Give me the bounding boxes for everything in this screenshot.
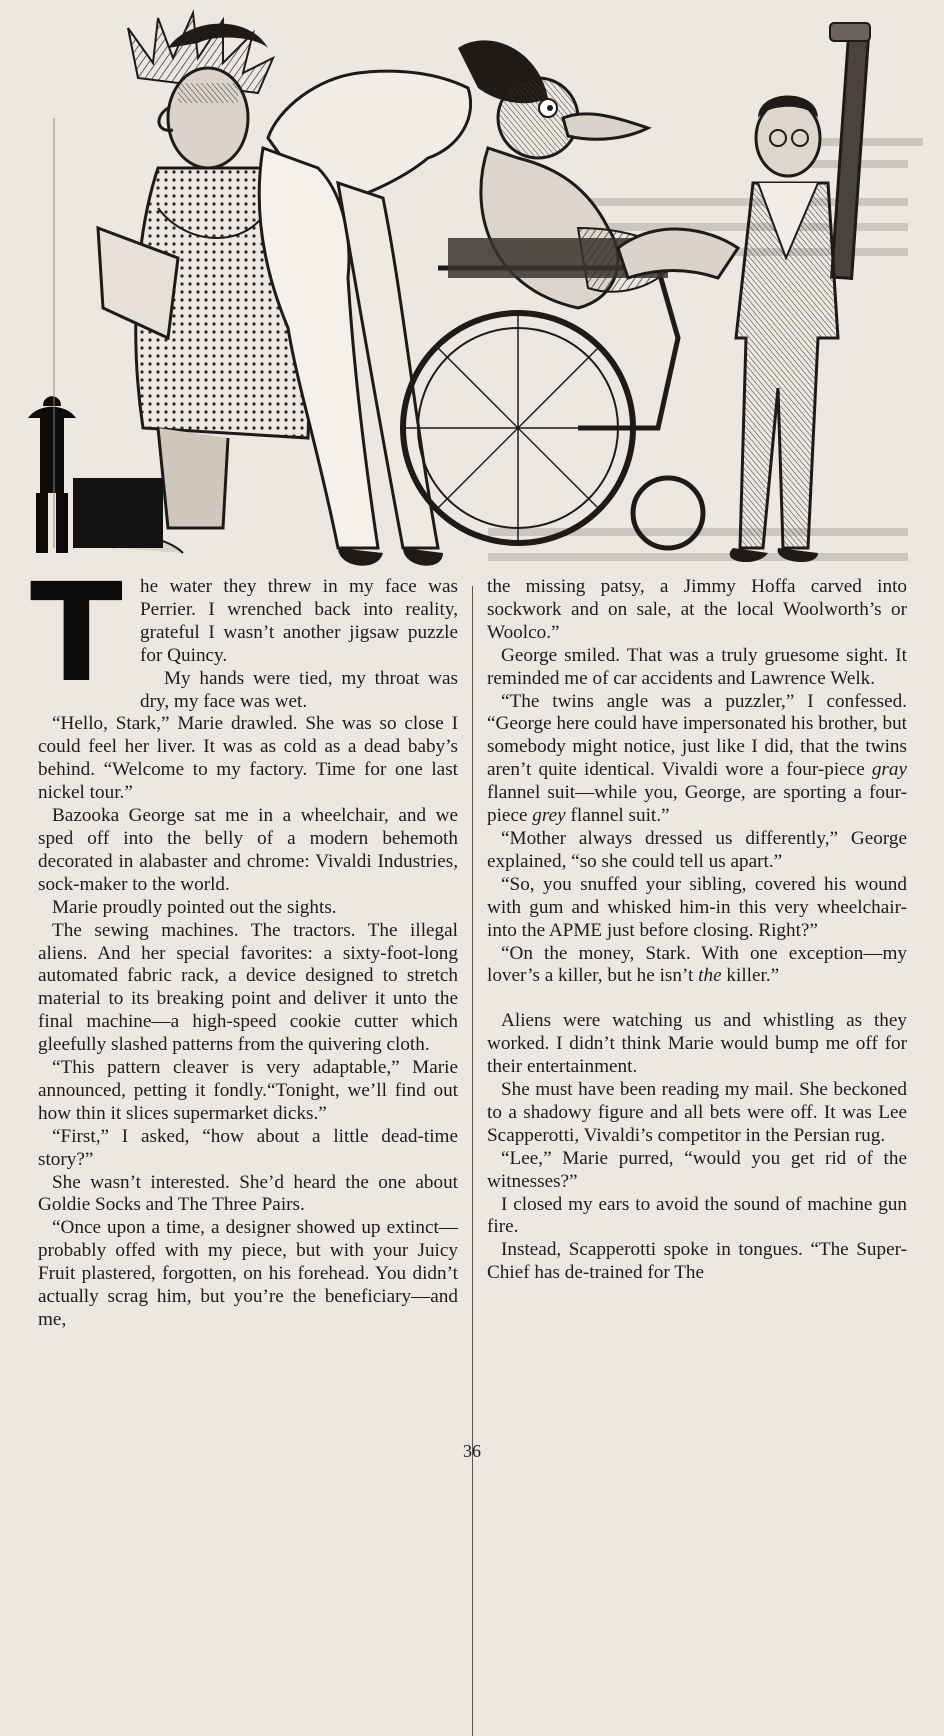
column-divider: [472, 586, 473, 1736]
paragraph: “This pattern cleaver is very adaptable,” Marie announced, petting it fondly.“Tonight, we’ll find out how thin it slices supermarket dicks.”: [38, 1057, 458, 1124]
paragraph: George smiled. That was a truly gruesome sight. It reminded me of car accidents and Lawrence Welk.: [487, 644, 907, 689]
paragraph: Marie proudly pointed out the sights.: [52, 896, 337, 918]
article-left-column: [30, 555, 458, 1332]
text-run: flannel suit—while you, George, are sporting a four-piece: [487, 782, 907, 827]
emphasis: grey: [532, 805, 566, 827]
paragraph: Bazooka George sat me in a wheelchair, and we sped off into the belly of a modern behemoth decorated in alabaster and chrome: Vivaldi Industries, sock-maker to the world.: [38, 805, 458, 895]
paragraph: “First,” I asked, “how about a little dead-time story?”: [38, 1125, 458, 1170]
text-run: flannel suit.”: [565, 805, 670, 827]
paragraph: The sewing machines. The tractors. The illegal aliens. And her special favorites: a sixty-foot-long automated fabric rack, a device designed to stretch material to its breaking point and deliver it unto the final machine—a high-speed cookie cutter which gleefully slashed patterns from the quivering cloth.: [38, 919, 458, 1056]
wheelchair-icon: [403, 229, 738, 548]
paragraph: “Hello, Stark,” Marie drawled. She was so close I could feel her liver. It was as cold as a dead baby’s behind. “Welcome to my factory. Time for one last nickel tour.”: [38, 713, 458, 804]
paragraph: I closed my ears to avoid the sound of machine gun fire.: [487, 1193, 907, 1238]
paragraph: the missing patsy, a Jimmy Hoffa carved into sockwork and on sale, at the local Woolworth’s or Woolco.”: [487, 576, 907, 643]
text-run: “The twins angle was a puzzler,” I confessed. “George here could have impersonated his brother, but somebody might notice, just like I did, that the twins aren’t quite identical. Vivaldi wore a four-piece: [487, 690, 907, 781]
paragraph: “Lee,” Marie purred, “would you get rid of the witnesses?”: [487, 1147, 907, 1192]
paragraph: She wasn’t interested. She’d heard the one about Goldie Socks and The Three Pairs.: [38, 1171, 458, 1216]
paragraph: Instead, Scapperotti spoke in tongues. “The Super-Chief has de-trained for The: [487, 1239, 907, 1284]
text-run: “On the money, Stark. With one exception—my lover’s a killer, but he isn’t: [487, 942, 907, 987]
man-with-bazooka-icon: [730, 23, 870, 562]
emphasis: the: [698, 965, 722, 987]
paragraph: “Once upon a time, a designer showed up extinct—probably offed with my piece, but with your Juicy Fruit plastered, forgotten, on his forehead. You didn’t actually scrag him, but you’re the beneficiary—and me,: [38, 1217, 458, 1330]
paragraph: My hands were tied, my throat was dry, my face was wet.: [140, 667, 458, 712]
paragraph: She must have been reading my mail. She beckoned to a shadowy figure and all bets were off. It was Lee Scapperotti, Vivaldi’s competitor in the Persian rug.: [487, 1079, 907, 1146]
paragraph: [487, 943, 907, 989]
drop-cap-letter: T: [30, 555, 123, 713]
article-right-column: [487, 576, 907, 1285]
emphasis: gray: [871, 759, 907, 781]
paragraph: [487, 691, 907, 828]
text-run: killer.”: [721, 965, 780, 987]
comic-illustration: [18, 8, 926, 580]
paragraph: “Mother always dressed us differently,” George explained, “so she could tell us apart.”: [487, 827, 907, 872]
paragraph: Aliens were watching us and whistling as they worked. I didn’t think Marie would bump me off for their entertainment.: [487, 1010, 907, 1078]
paragraph: he water they threw in my face was Perrier. I wrenched back into reality, grateful I wasn’t another jigsaw puzzle for Quincy.: [140, 576, 458, 666]
paragraph: “So, you snuffed your sibling, covered his wound with gum and whisked him-in this very wheelchair-into the APME just before closing. Right?”: [487, 873, 907, 941]
drop-cap: [30, 555, 134, 713]
illustration-drawing: [18, 8, 926, 580]
page-number: 36: [463, 1441, 481, 1461]
